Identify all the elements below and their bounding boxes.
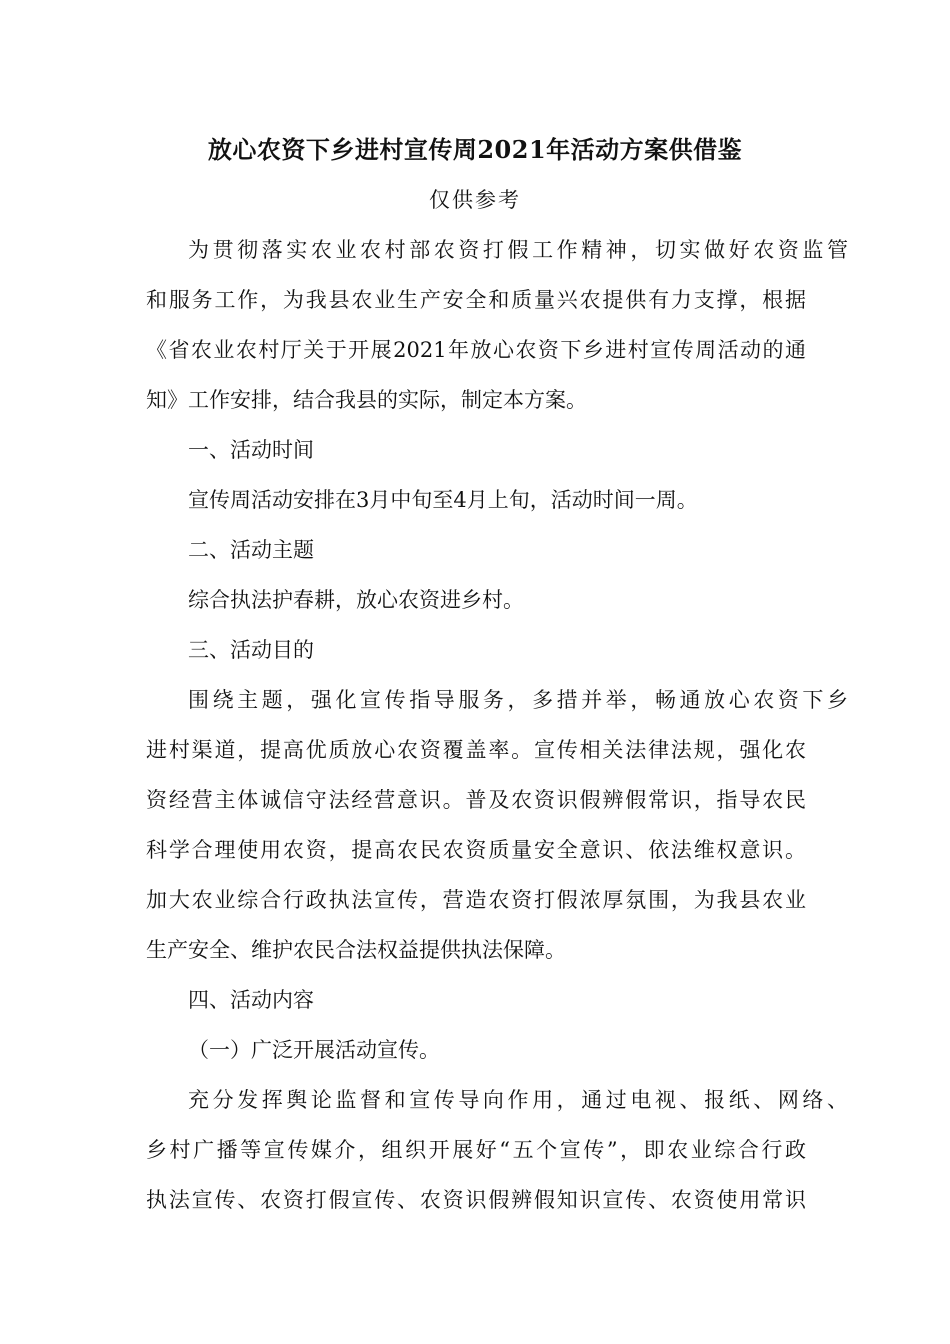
- document-subtitle: 仅供参考: [429, 188, 521, 212]
- paragraph-line-13: 充分发挥舆论监督和宣传导向作用，通过电视、报纸、网络、: [188, 1088, 848, 1112]
- subsection-heading-1: （一）广泛开展活动宣传。: [188, 1038, 440, 1062]
- paragraph-line-9: 资经营主体诚信守法经营意识。普及农资识假辨假常识，指导农民: [146, 788, 806, 812]
- paragraph-line-5: 宣传周活动安排在3月中旬至4月上旬，活动时间一周。: [188, 488, 698, 512]
- paragraph-line-11: 加大农业综合行政执法宣传，营造农资打假浓厚氛围，为我县农业: [146, 888, 806, 912]
- section-heading-1: 一、活动时间: [188, 438, 314, 462]
- section-heading-3: 三、活动目的: [188, 638, 314, 662]
- paragraph-line-10: 科学合理使用农资，提高农民农资质量安全意识、依法维权意识。: [146, 838, 806, 862]
- paragraph-line-4: 知》工作安排，结合我县的实际，制定本方案。: [146, 388, 587, 412]
- paragraph-line-7: 围绕主题，强化宣传指导服务，多措并举，畅通放心农资下乡: [188, 688, 848, 712]
- section-heading-4: 四、活动内容: [188, 988, 314, 1012]
- paragraph-line-8: 进村渠道，提高优质放心农资覆盖率。宣传相关法律法规，强化农: [146, 738, 806, 762]
- section-heading-2: 二、活动主题: [188, 538, 314, 562]
- paragraph-line-2: 和服务工作，为我县农业生产安全和质量兴农提供有力支撑，根据: [146, 288, 806, 312]
- paragraph-line-6: 综合执法护春耕，放心农资进乡村。: [188, 588, 524, 612]
- paragraph-line-1: 为贯彻落实农业农村部农资打假工作精神，切实做好农资监管: [188, 238, 848, 262]
- paragraph-line-15: 执法宣传、农资打假宣传、农资识假辨假知识宣传、农资使用常识: [146, 1188, 806, 1212]
- paragraph-line-12: 生产安全、维护农民合法权益提供执法保障。: [146, 938, 566, 962]
- document-title: 放心农资下乡进村宣传周2021年活动方案供借鉴: [207, 135, 743, 164]
- paragraph-line-14: 乡村广播等宣传媒介，组织开展好“五个宣传”，即农业综合行政: [146, 1138, 806, 1162]
- paragraph-line-3: 《省农业农村厅关于开展2021年放心农资下乡进村宣传周活动的通: [146, 338, 806, 362]
